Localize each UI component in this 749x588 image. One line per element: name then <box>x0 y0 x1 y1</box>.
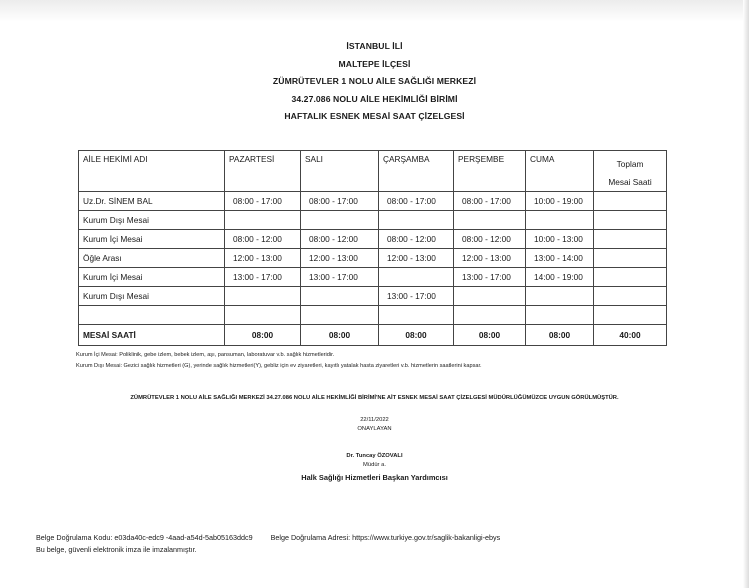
cell-friday: 13:00 - 14:00 <box>526 249 594 268</box>
verification-footer <box>36 532 500 556</box>
e-signature-note: Bu belge, güvenli elektronik imza ile imzalanmıştır. <box>36 545 197 554</box>
approval-date: 22/11/2022 <box>360 417 389 423</box>
cell-tuesday <box>301 211 379 230</box>
verification-code-label: Belge Doğrulama Kodu: <box>36 533 113 542</box>
definitions-notes <box>76 350 482 372</box>
header-total-line2: Mesai Saati <box>608 177 652 187</box>
cell-total <box>594 230 667 249</box>
signer-name: Dr. Tuncay ÖZOVALI <box>346 453 403 459</box>
cell-monday <box>225 287 301 306</box>
cell-wednesday: 12:00 - 13:00 <box>379 249 454 268</box>
table-row <box>79 192 667 211</box>
cell-thursday: 08:00 - 17:00 <box>454 192 526 211</box>
header-tuesday: SALI <box>301 151 379 192</box>
header-monday: PAZARTESİ <box>225 151 301 192</box>
row-label: Kurum Dışı Mesai <box>79 287 225 306</box>
cell-total <box>594 268 667 287</box>
cell-thursday: 12:00 - 13:00 <box>454 249 526 268</box>
cell-friday: 14:00 - 19:00 <box>526 268 594 287</box>
header-health-center: ZÜMRÜTEVLER 1 NOLU AİLE SAĞLIĞI MERKEZİ <box>272 76 477 87</box>
cell-monday: 12:00 - 13:00 <box>225 249 301 268</box>
row-label: Öğle Arası <box>79 249 225 268</box>
cell-wednesday: 08:00 - 17:00 <box>379 192 454 211</box>
cell-total <box>594 287 667 306</box>
header-total <box>594 151 667 192</box>
cell-thursday <box>454 211 526 230</box>
cell-thursday: 08:00 - 12:00 <box>454 230 526 249</box>
header-unit: 34.27.086 NOLU AİLE HEKİMLİĞİ BİRİMİ <box>291 93 458 104</box>
cell-total <box>594 211 667 230</box>
header-province: İSTANBUL İLİ <box>346 41 403 51</box>
cell-total <box>594 192 667 211</box>
cell-friday: 10:00 - 19:00 <box>526 192 594 211</box>
row-label: Uz.Dr. SİNEM BAL <box>79 192 225 211</box>
table-summary-row <box>79 325 667 346</box>
header-wednesday: ÇARŞAMBA <box>379 151 454 192</box>
cell-wednesday: 08:00 - 12:00 <box>379 230 454 249</box>
table-row <box>79 287 667 306</box>
signature-block <box>0 452 749 485</box>
table-header-row <box>79 151 667 192</box>
note-internal-duty: Kurum İçi Mesai: Poliklinik, gebe izlem, bebek izlem, aşı, pansuman, laboratuvar v.b. sağlık hizmetleridir. <box>76 352 335 358</box>
cell-tuesday: 08:00 - 17:00 <box>301 192 379 211</box>
header-name: AİLE HEKİMİ ADI <box>79 151 225 192</box>
table-row <box>79 268 667 287</box>
cell-thursday: 13:00 - 17:00 <box>454 268 526 287</box>
cell-thursday <box>454 287 526 306</box>
verification-address-label: Belge Doğrulama Adresi: <box>270 533 351 542</box>
summary-friday: 08:00 <box>526 325 594 346</box>
cell-total <box>594 249 667 268</box>
row-label: Kurum İçi Mesai <box>79 268 225 287</box>
cell-friday <box>526 211 594 230</box>
header-thursday: PERŞEMBE <box>454 151 526 192</box>
cell-tuesday: 13:00 - 17:00 <box>301 268 379 287</box>
cell-tuesday: 12:00 - 13:00 <box>301 249 379 268</box>
verification-code: e03da40c-edc9 -4aad-a54d-5ab05163ddc9 <box>114 533 253 542</box>
summary-total: 40:00 <box>594 325 667 346</box>
cell-tuesday: 08:00 - 12:00 <box>301 230 379 249</box>
note-external-duty: Kurum Dışı Mesai: Gezici sağlık hizmetleri (G), yerinde sağlık hizmetleri(Y), gebliz için ev ziyaretleri, kayıtlı yatalak hasta ziyaretleri v.b. hizmetlerin saatlerini kapsar. <box>76 363 482 369</box>
cell-monday: 08:00 - 12:00 <box>225 230 301 249</box>
summary-monday: 08:00 <box>225 325 301 346</box>
signer-role: Müdür a. <box>363 462 386 468</box>
cell-friday: 10:00 - 13:00 <box>526 230 594 249</box>
cell-wednesday: 13:00 - 17:00 <box>379 287 454 306</box>
row-label: Kurum İçi Mesai <box>79 230 225 249</box>
scan-top-shadow <box>0 0 749 22</box>
summary-tuesday: 08:00 <box>301 325 379 346</box>
table-row <box>79 211 667 230</box>
schedule-table <box>78 150 667 346</box>
header-friday: CUMA <box>526 151 594 192</box>
header-total-line1: Toplam <box>616 159 644 169</box>
cell-friday <box>526 287 594 306</box>
table-row-empty <box>79 306 667 325</box>
verification-address-link[interactable]: https://www.turkiye.gov.tr/saglik-bakanligi-ebys <box>352 533 501 542</box>
header-district: MALTEPE İLÇESİ <box>338 58 411 69</box>
cell-monday: 13:00 - 17:00 <box>225 268 301 287</box>
document-header <box>0 38 749 126</box>
summary-thursday: 08:00 <box>454 325 526 346</box>
approved-by-label: ONAYLAYAN <box>357 426 392 432</box>
table-row <box>79 230 667 249</box>
table-row <box>79 249 667 268</box>
cell-tuesday <box>301 287 379 306</box>
summary-wednesday: 08:00 <box>379 325 454 346</box>
approval-statement: ZÜMRÜTEVLER 1 NOLU AİLE SAĞLIĞI MERKEZİ 34.27.086 NOLU AİLE HEKİMLİĞİ BİRİMİ'NE AİT ESNEK MESAİ SAAT ÇİZELGESİ MÜDÜRLÜĞÜMÜZCE UYGUN GÖRÜLMÜŞTÜR. <box>130 395 619 401</box>
cell-wednesday <box>379 268 454 287</box>
document-title: HAFTALIK ESNEK MESAİ SAAT ÇİZELGESİ <box>284 111 465 122</box>
approval-date-block <box>0 416 749 434</box>
summary-label: MESAİ SAATİ <box>79 325 225 346</box>
cell-monday: 08:00 - 17:00 <box>225 192 301 211</box>
cell-wednesday <box>379 211 454 230</box>
signer-title: Halk Sağlığı Hizmetleri Başkan Yardımcısı <box>301 473 448 482</box>
cell-monday <box>225 211 301 230</box>
row-label: Kurum Dışı Mesai <box>79 211 225 230</box>
